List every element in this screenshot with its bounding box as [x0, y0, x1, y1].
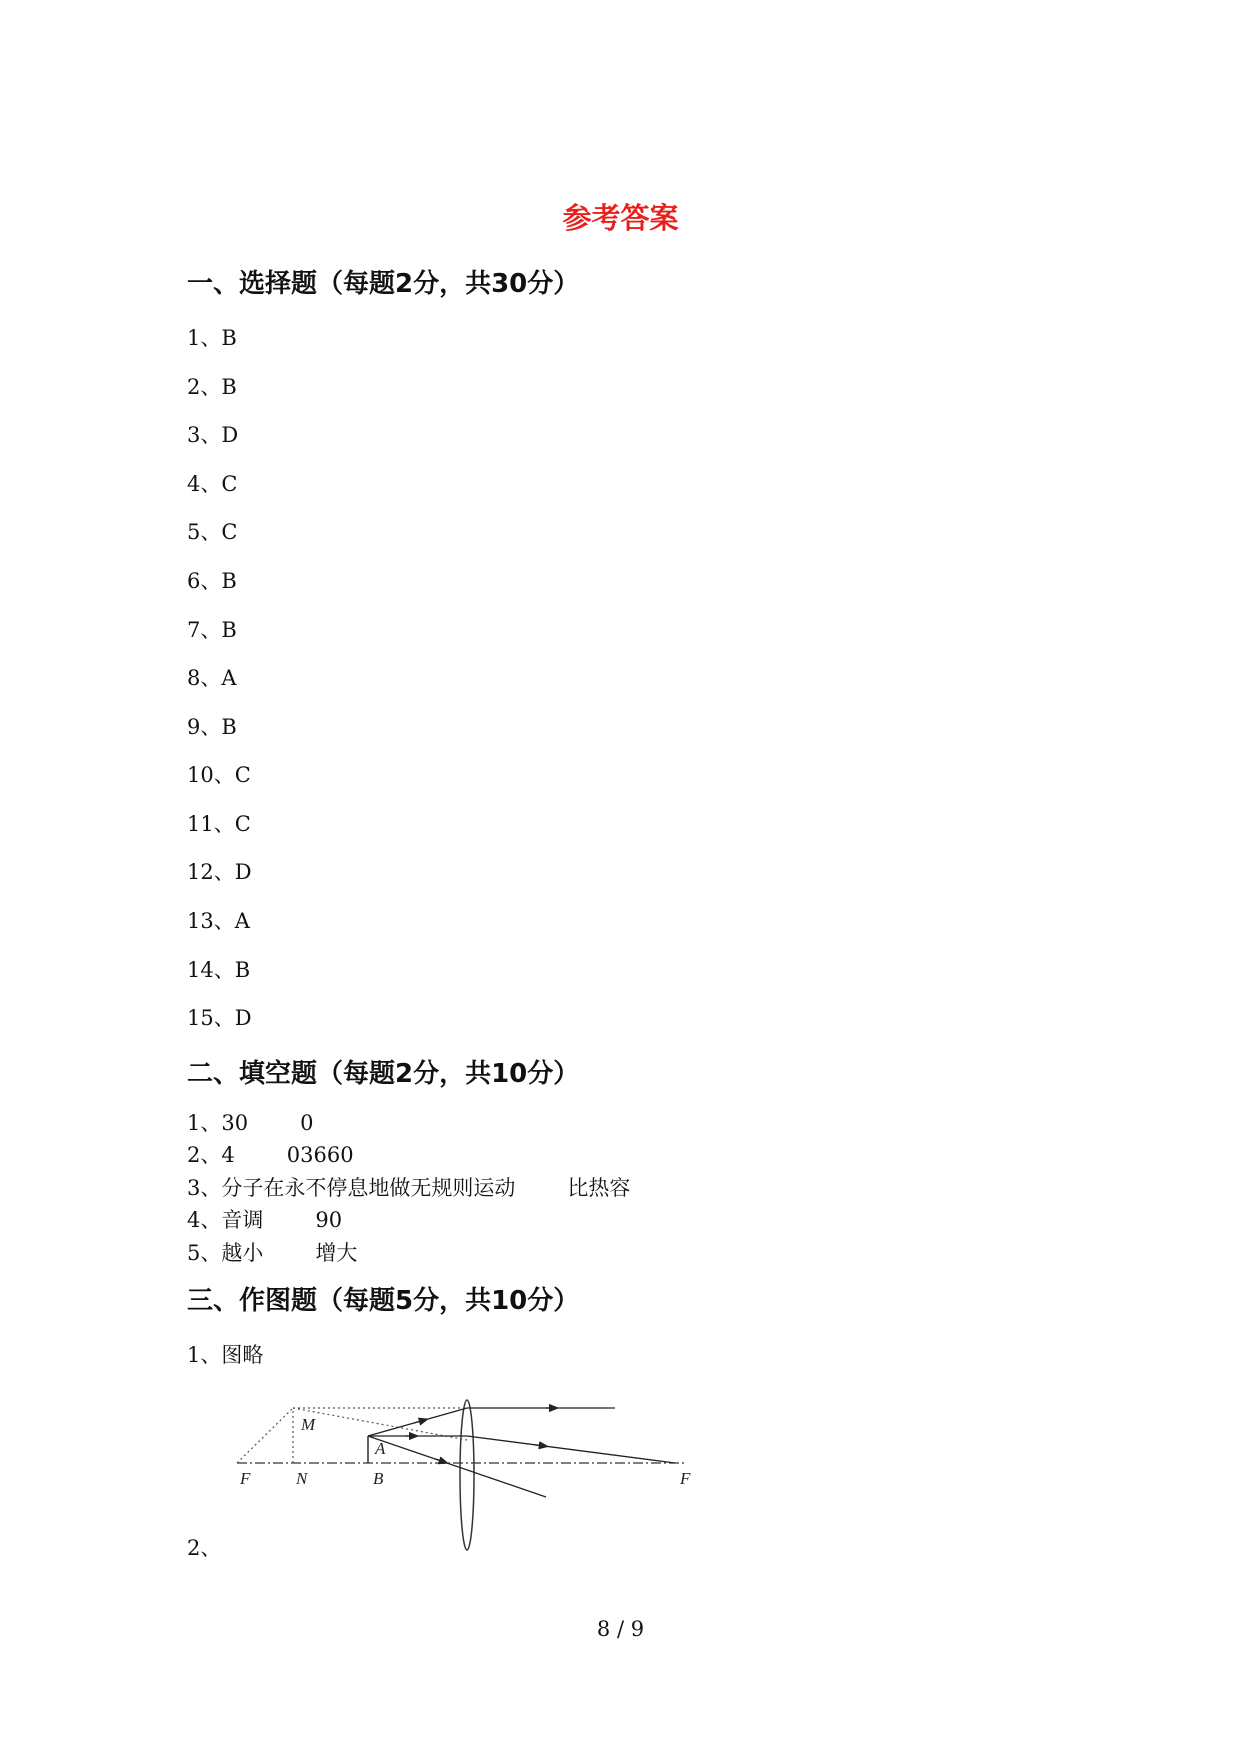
- answer-item: 5、C: [187, 520, 238, 544]
- drawing-answer-1: 1、图略: [187, 1343, 264, 1367]
- answer-item: 10、C: [187, 763, 251, 787]
- answer-item: 9、B: [187, 715, 237, 739]
- fill-number: 4、: [187, 1208, 222, 1232]
- convex-lens: [460, 1400, 474, 1550]
- fill-blank-b: 90: [315, 1208, 343, 1232]
- label-a: A: [375, 1439, 386, 1458]
- fill-answer: [187, 1204, 342, 1234]
- fill-blank-b: 03660: [286, 1143, 354, 1167]
- page-title: 参考答案: [562, 201, 679, 235]
- section-heading-drawing: 三、作图题（每题5分，共10分）: [187, 1286, 580, 1316]
- section-heading-fill: 二、填空题（每题2分，共10分）: [187, 1059, 580, 1089]
- fill-blank-b: 比热容: [567, 1176, 631, 1200]
- fill-blank-a: 30: [221, 1111, 249, 1135]
- fill-number: 3、: [187, 1176, 222, 1200]
- ray-arrowhead: [435, 1459, 445, 1462]
- section-heading-choice: 一、选择题（每题2分，共30分）: [187, 269, 580, 299]
- refracted-ray: [467, 1436, 675, 1463]
- label-f-left: F: [240, 1469, 251, 1488]
- page-number: 8 / 9: [596, 1617, 645, 1641]
- fill-answer: [187, 1107, 313, 1137]
- fill-number: 2、: [187, 1143, 222, 1167]
- answer-item: 6、B: [187, 569, 237, 593]
- ray-arrowhead: [535, 1445, 545, 1446]
- label-n: N: [296, 1469, 308, 1488]
- answer-item: 11、C: [187, 812, 251, 836]
- fill-blank-a: 越小: [221, 1241, 264, 1265]
- drawing-answer-2: 2、: [187, 1536, 222, 1560]
- answer-item: 1、B: [187, 326, 237, 350]
- label-f-right: F: [680, 1469, 691, 1488]
- answer-item: 13、A: [187, 909, 250, 933]
- light-ray: [368, 1436, 546, 1497]
- fill-blank-b: 增大: [315, 1241, 358, 1265]
- fill-blank-a: 音调: [221, 1208, 264, 1232]
- ray-extension: [293, 1408, 467, 1440]
- label-m: M: [301, 1415, 316, 1434]
- fill-answer: [187, 1139, 354, 1169]
- fill-number: 5、: [187, 1241, 222, 1265]
- fill-blank-a: 4: [221, 1143, 235, 1167]
- answer-item: 3、D: [187, 423, 239, 447]
- answer-item: 4、C: [187, 472, 238, 496]
- fill-number: 1、: [187, 1111, 222, 1135]
- fill-answer: [187, 1172, 630, 1202]
- fill-blank-a: 分子在永不停息地做无规则运动: [221, 1176, 516, 1200]
- answer-item: 12、D: [187, 860, 252, 884]
- answer-item: 2、B: [187, 375, 237, 399]
- fill-blank-b: 0: [300, 1111, 314, 1135]
- answer-item: 7、B: [187, 618, 237, 642]
- answer-item: 15、D: [187, 1006, 252, 1030]
- ray-extension: [237, 1408, 293, 1463]
- ray-arrowhead: [415, 1420, 425, 1423]
- answer-item: 14、B: [187, 958, 251, 982]
- fill-answer: [187, 1237, 357, 1267]
- answer-item: 8、A: [187, 666, 237, 690]
- label-b: B: [373, 1469, 384, 1488]
- lens-ray-diagram: [225, 1395, 705, 1560]
